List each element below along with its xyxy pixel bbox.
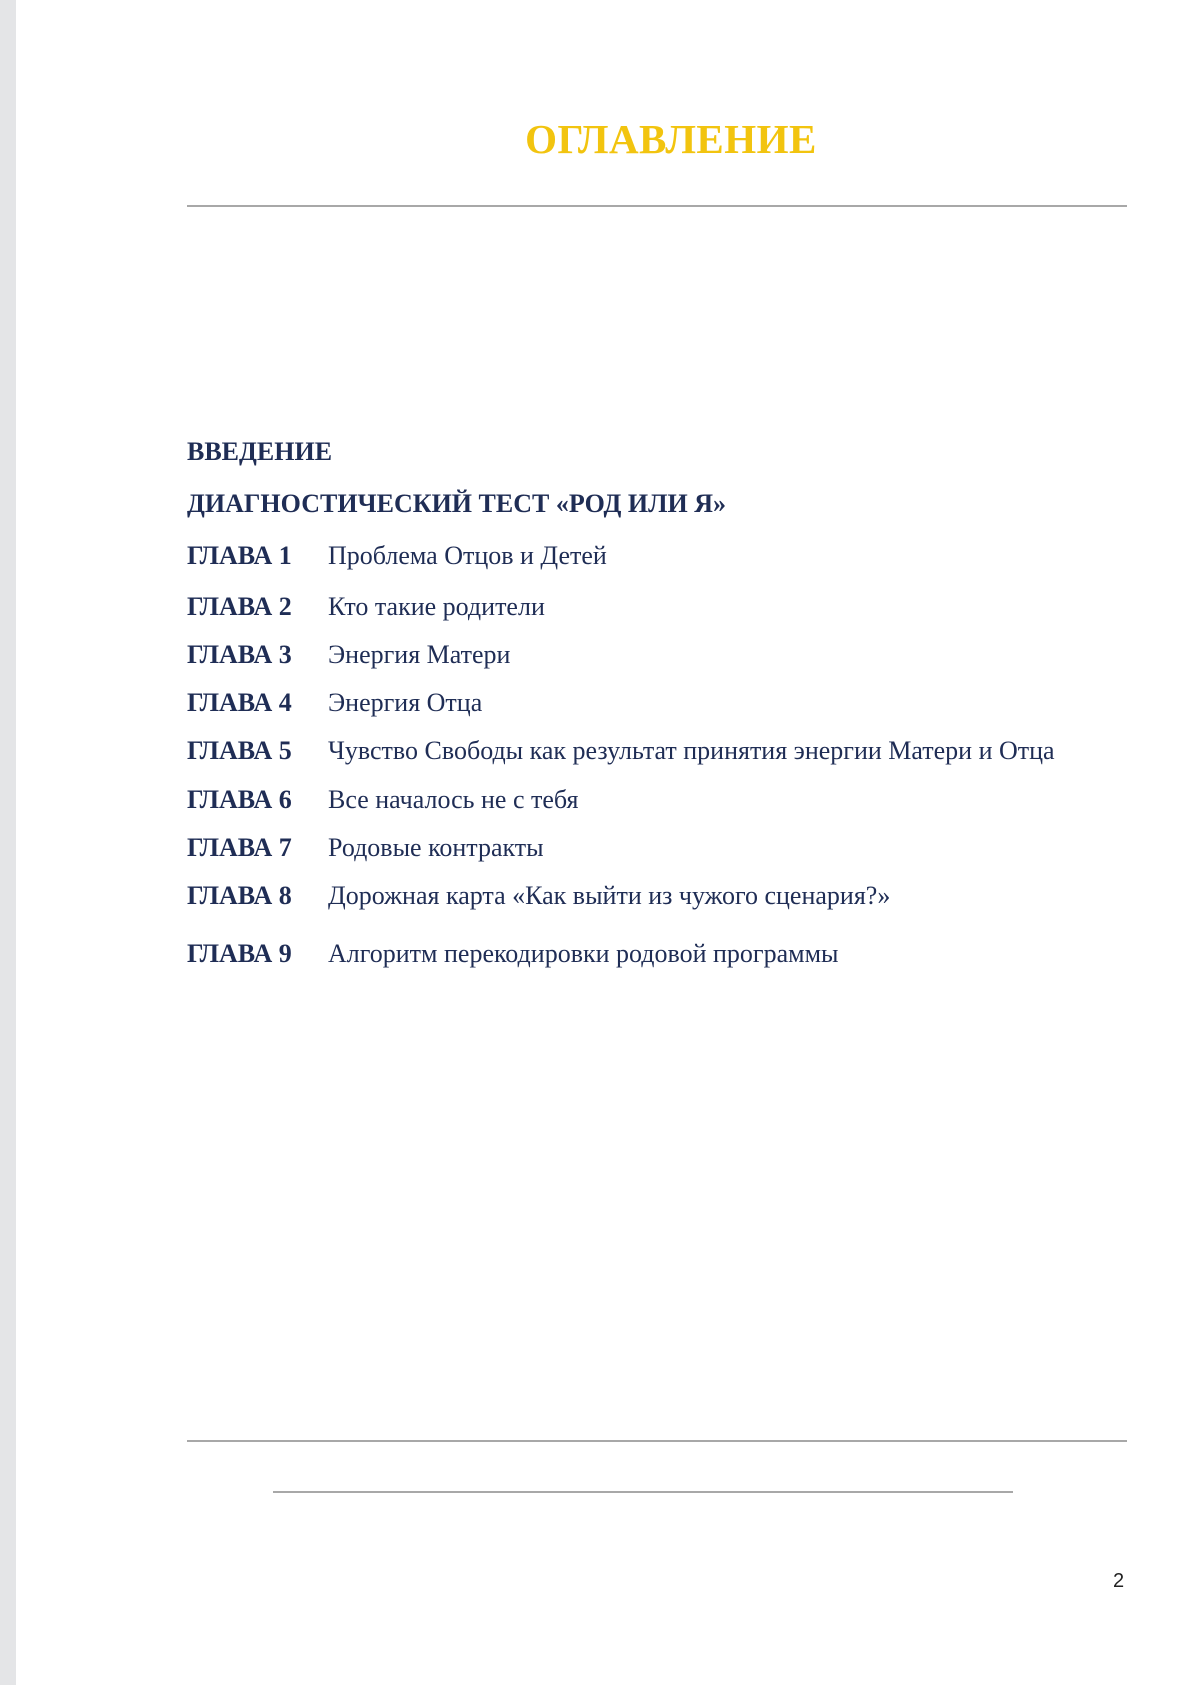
toc-entry-chapter-2[interactable]	[187, 590, 545, 624]
chapter-title: Проблема Отцов и Детей	[328, 541, 607, 570]
toc-entry-label: ДИАГНОСТИЧЕСКИЙ ТЕСТ «РОД ИЛИ Я»	[187, 489, 726, 518]
chapter-title: Энергия Отца	[328, 688, 483, 717]
chapter-label: ГЛАВА 6	[187, 785, 292, 814]
chapter-label: ГЛАВА 2	[187, 592, 292, 621]
toc-entry-chapter-9[interactable]	[187, 937, 839, 971]
document-page	[16, 0, 1199, 1685]
toc-title: ОГЛАВЛЕНИЕ	[525, 116, 817, 162]
chapter-title: Алгоритм перекодировки родовой программы	[328, 939, 839, 968]
toc-entry-chapter-3[interactable]	[187, 638, 510, 672]
footer-divider	[273, 1491, 1013, 1493]
chapter-title: Дорожная карта «Как выйти из чужого сценария?»	[328, 881, 891, 910]
page-number: 2	[1113, 1570, 1125, 1592]
bottom-divider	[187, 1440, 1127, 1442]
chapter-title: Все началось не с тебя	[328, 785, 579, 814]
toc-entry-introduction[interactable]	[187, 435, 332, 469]
chapter-label: ГЛАВА 4	[187, 688, 292, 717]
toc-entry-chapter-8[interactable]	[187, 879, 890, 913]
toc-entry-chapter-4[interactable]	[187, 686, 482, 720]
chapter-label: ГЛАВА 1	[187, 541, 292, 570]
chapter-label: ГЛАВА 9	[187, 939, 292, 968]
top-divider	[187, 205, 1127, 207]
chapter-label: ГЛАВА 8	[187, 881, 292, 910]
toc-entry-label: ВВЕДЕНИЕ	[187, 437, 333, 466]
chapter-label: ГЛАВА 7	[187, 833, 292, 862]
chapter-title: Чувство Свободы как результат принятия энергии Матери и Отца	[328, 736, 1055, 765]
toc-entry-chapter-1[interactable]	[187, 539, 607, 573]
toc-entry-diagnostic-test[interactable]	[187, 487, 726, 521]
toc-entry-chapter-5[interactable]	[187, 734, 1055, 768]
chapter-title: Кто такие родители	[328, 592, 545, 621]
toc-entry-chapter-7[interactable]	[187, 831, 544, 865]
toc-entry-chapter-6[interactable]	[187, 783, 578, 817]
chapter-title: Энергия Матери	[328, 640, 511, 669]
chapter-title: Родовые контракты	[328, 833, 544, 862]
chapter-label: ГЛАВА 5	[187, 736, 292, 765]
chapter-label: ГЛАВА 3	[187, 640, 292, 669]
